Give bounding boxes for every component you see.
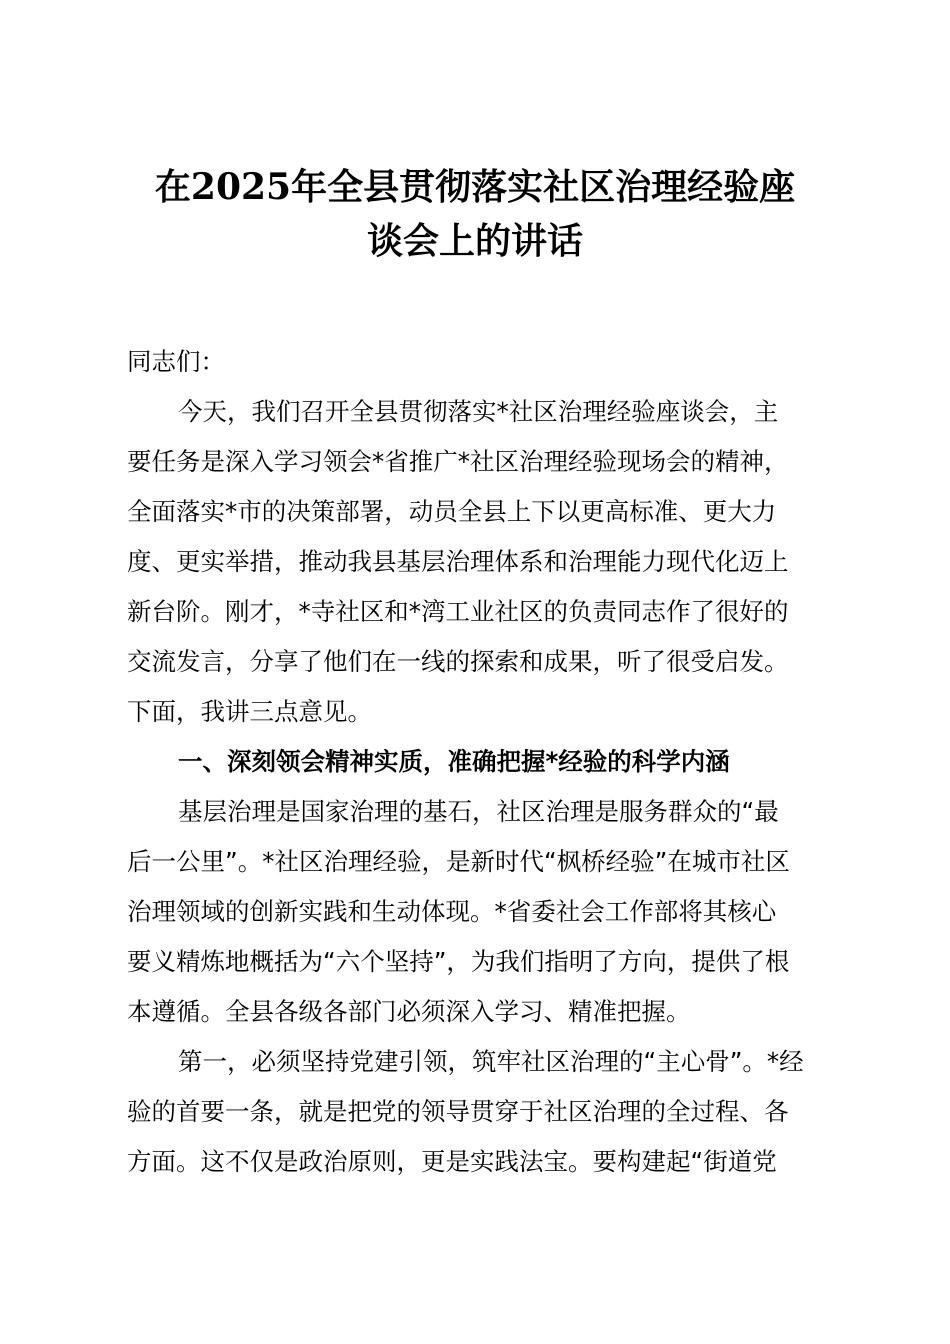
body-text-line: 治理领域的创新实践和生动体现。*省委社会工作部将其核心: [127, 897, 777, 926]
body-text-line: 新台阶。刚才，*寺社区和*湾工业社区的负责同志作了很好的: [127, 597, 789, 626]
title-line-2: 谈会上的讲话: [366, 220, 583, 262]
body-text-line: 交流发言，分享了他们在一线的探索和成果，听了很受启发。: [127, 647, 789, 676]
body-text-line: 第一，必须坚持党建引领，筑牢社区治理的“主心骨”。*经: [178, 1047, 804, 1076]
body-text-line: 度、更实举措，推动我县基层治理体系和治理能力现代化迈上: [127, 547, 789, 576]
body-text-line: 全面落实*市的决策部署，动员全县上下以更高标准、更大力: [127, 497, 777, 526]
body-text-line: 后一公里”。*社区治理经验，是新时代“枫桥经验”在城市社区: [127, 847, 790, 876]
body-paragraphs: [127, 387, 824, 1187]
body-text-line: 要义精炼地概括为“六个坚持”，为我们指明了方向，提供了根: [127, 947, 790, 976]
section-heading: 一、深刻领会精神实质，准确把握*经验的科学内涵: [178, 747, 730, 776]
body-text-line: 验的首要一条，就是把党的领导贯穿于社区治理的全过程、各: [127, 1097, 789, 1126]
title-line-1: 在2025年全县贯彻落实社区治理经验座: [154, 166, 796, 208]
body-text-line: 方面。这不仅是政治原则，更是实践法宝。要构建起“街道党: [127, 1147, 777, 1176]
document-title: [100, 160, 850, 268]
salutation: 同志们：: [127, 347, 225, 376]
body-text-line: 今天，我们召开全县贯彻落实*社区治理经验座谈会，主: [178, 397, 779, 426]
body-text-line: 基层治理是国家治理的基石，社区治理是服务群众的“最: [178, 797, 779, 826]
body-text-line: 本遵循。全县各级各部门必须深入学习、精准把握。: [127, 997, 691, 1026]
body-text-line: 要任务是深入学习领会*省推广*社区治理经验现场会的精神，: [127, 447, 789, 476]
document-body: [127, 337, 824, 1187]
body-text-line: 下面，我讲三点意见。: [127, 697, 372, 726]
